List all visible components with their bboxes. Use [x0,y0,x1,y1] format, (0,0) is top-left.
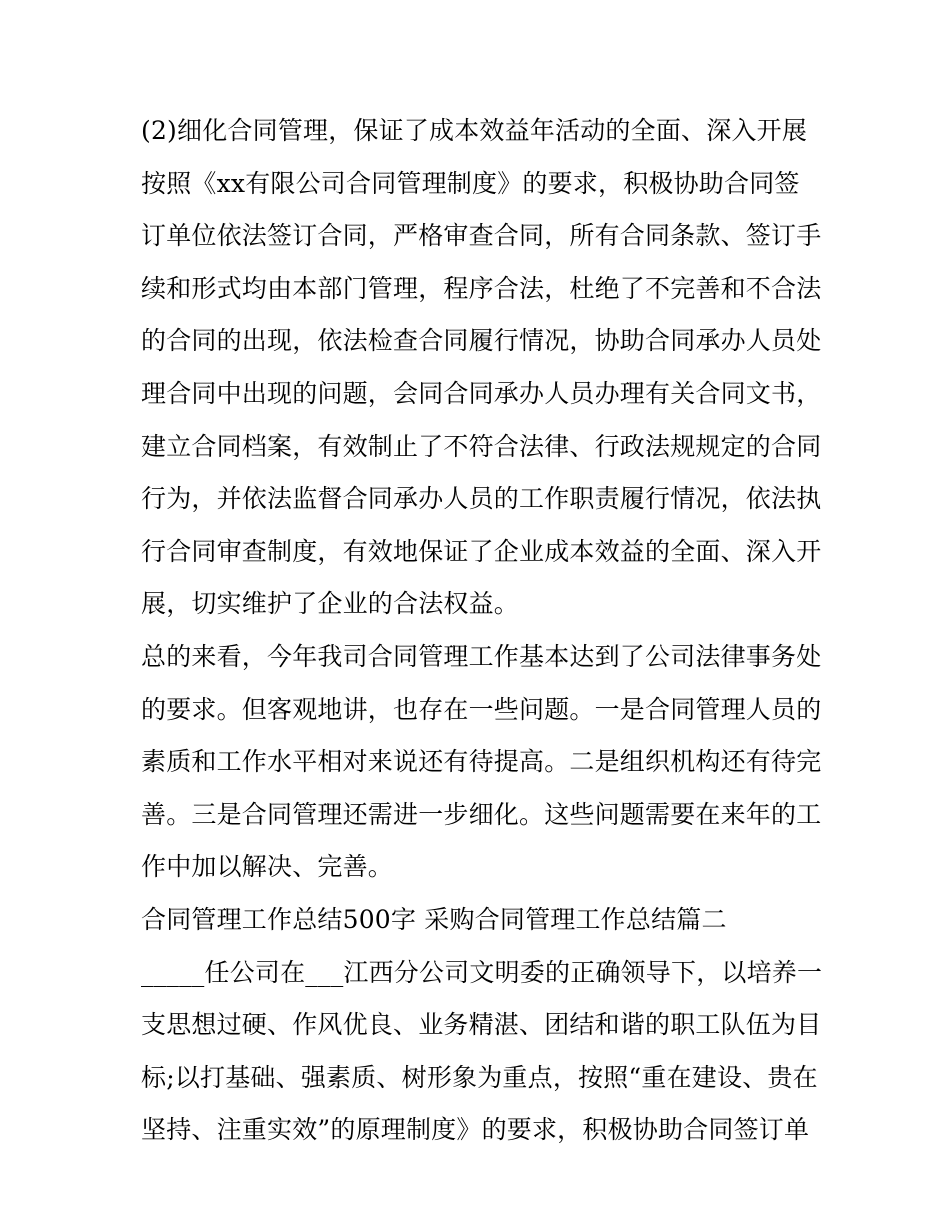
text-line: _____任公司在___江西分公司文明委的正确领导下，以培养一 [141,957,823,987]
text-line: 理合同中出现的问题，会同合同承办人员办理有关合同文书， [141,378,822,408]
text-line: 建立合同档案，有效制止了不符合法律、行政法规规定的合同 [141,431,822,461]
text-line: 按照《xx有限公司合同管理制度》的要求，积极协助合同签 [141,168,800,198]
text-line: 素质和工作水平相对来说还有待提高。二是组织机构还有待完 [141,747,822,777]
text-line: 标;以打基础、强素质、树形象为重点，按照“重在建设、贵在 [141,1062,818,1092]
text-line: 作中加以解决、完善。 [141,852,394,882]
text-line: 善。三是合同管理还需进一步细化。这些问题需要在来年的工 [141,799,822,829]
text-line: 展，切实维护了企业的合法权益。 [141,589,520,619]
text-line: 的合同的出现，依法检查合同履行情况，协助合同承办人员处 [141,326,822,356]
text-line: 的要求。但客观地讲，也存在一些问题。一是合同管理人员的 [141,694,822,724]
text-line: (2)细化合同管理，保证了成本效益年活动的全面、深入开展 [141,116,808,145]
text-line: 坚持、注重实效”的原理制度》的要求，积极协助合同签订单 [141,1115,810,1145]
text-line: 总的来看，今年我司合同管理工作基本达到了公司法律事务处 [141,641,822,671]
text-line: 续和形式均由本部门管理，程序合法，杜绝了不完善和不合法 [141,273,822,303]
document-body [141,114,821,1166]
section-heading: 合同管理工作总结500字 采购合同管理工作总结篇二 [141,904,727,934]
text-line: 行合同审查制度，有效地保证了企业成本效益的全面、深入开 [141,536,822,566]
text-line: 支思想过硬、作风优良、业务精湛、团结和谐的职工队伍为目 [141,1010,822,1040]
text-line: 行为，并依法监督合同承办人员的工作职责履行情况，依法执 [141,484,822,514]
text-line: 订单位依法签订合同，严格审查合同，所有合同条款、签订手 [141,221,822,251]
